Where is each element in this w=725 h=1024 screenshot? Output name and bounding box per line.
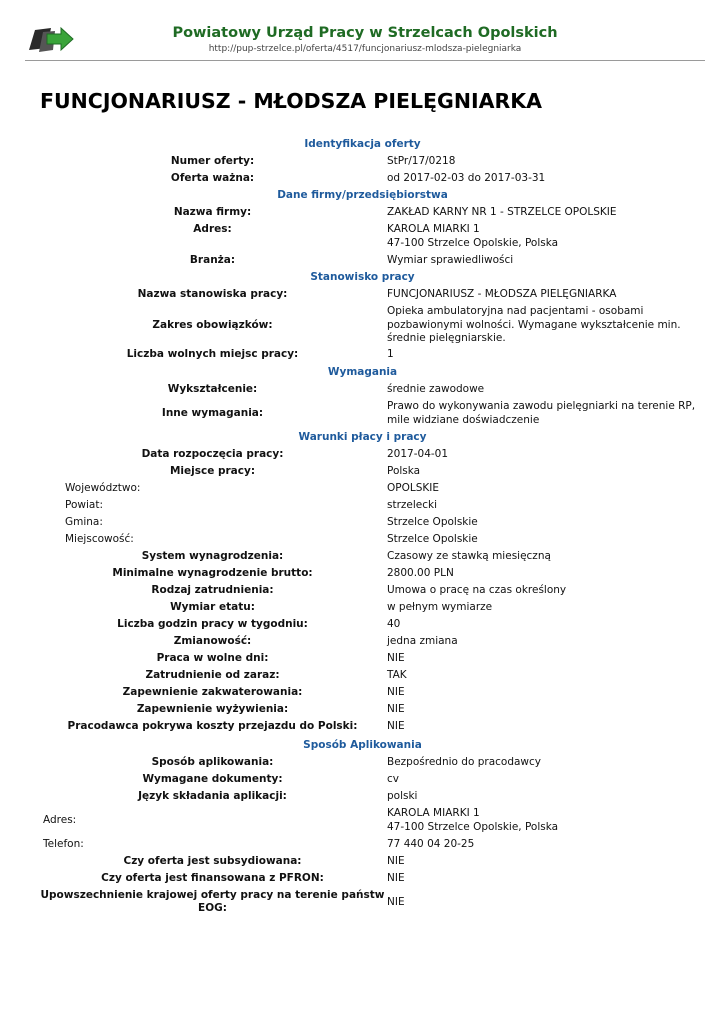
field-label: Minimalne wynagrodzenie brutto:	[112, 567, 313, 580]
field-value	[387, 686, 697, 700]
field-value-line: polski	[387, 790, 418, 802]
field-value-line: 77 440 04 20-25	[387, 838, 475, 850]
field-value-line: Czasowy ze stawką miesięczną	[387, 550, 551, 562]
site-title: Powiatowy Urząd Pracy w Strzelcach Opolskich	[172, 25, 558, 41]
field-label: Zmianowość:	[173, 635, 252, 648]
field-value-line: jedna zmiana	[387, 635, 458, 647]
field-value-line: pozbawionymi wolności. Wymagane wykształcenie min.	[387, 318, 681, 331]
field-value-line: od 2017-02-03 do 2017-03-31	[387, 172, 546, 184]
field-value	[387, 448, 697, 462]
field-label: Data rozpoczęcia pracy:	[141, 448, 284, 461]
field-label: Inne wymagania:	[161, 407, 264, 419]
field-value-line: Prawo do wykonywania zawodu pielęgniarki na terenie RP,	[387, 400, 696, 412]
field-value-line: Wymiar sprawiedliwości	[387, 254, 514, 266]
field-label: Oferta ważna:	[170, 172, 255, 185]
field-value	[387, 790, 697, 804]
field-value-line: Strzelce Opolskie	[387, 516, 478, 528]
field-value-line: NIE	[387, 896, 405, 908]
field-value	[387, 348, 697, 362]
field-label: Czy oferta jest subsydiowana:	[123, 855, 302, 868]
field-value	[387, 896, 697, 910]
field-value	[387, 756, 697, 770]
field-label: Pracodawca pokrywa koszty przejazdu do Polski:	[67, 720, 358, 733]
field-value-line: 1	[387, 348, 394, 360]
field-value-line: Polska	[387, 465, 421, 477]
field-value	[387, 305, 697, 346]
field-label: Rodzaj zatrudnienia:	[151, 584, 274, 597]
field-value	[387, 584, 697, 598]
field-value	[387, 872, 697, 886]
section-heading: Warunki płacy i pracy	[298, 431, 427, 443]
site-url[interactable]: http://pup-strzelce.pl/oferta/4517/funcjonariusz-mlodsza-pielegniarka	[208, 44, 522, 54]
field-value-line: 47-100 Strzelce Opolskie, Polska	[387, 236, 559, 249]
section-heading: Identyfikacja oferty	[304, 138, 421, 150]
field-value-line: TAK	[387, 669, 407, 681]
field-value-line: NIE	[387, 686, 405, 698]
field-value	[387, 206, 697, 220]
field-value-line: 2800.00 PLN	[387, 567, 454, 579]
field-value-line: cv	[387, 773, 399, 785]
field-value-line: ZAKŁAD KARNY NR 1 - STRZELCE OPOLSKIE	[387, 206, 617, 218]
field-value-line: w pełnym wymiarze	[387, 601, 493, 613]
field-value-line: NIE	[387, 652, 405, 664]
field-label: Zatrudnienie od zaraz:	[145, 669, 280, 682]
field-value	[387, 720, 697, 734]
field-value-line: OPOLSKIE	[387, 482, 439, 494]
field-value	[387, 254, 697, 268]
field-label: Upowszechnienie krajowej oferty pracy na terenie państw EOG:	[40, 889, 385, 914]
section-heading: Sposób Aplikowania	[303, 739, 422, 751]
field-value	[387, 400, 697, 427]
field-value-line: FUNCJONARIUSZ - MŁODSZA PIELĘGNIARKA	[387, 288, 617, 300]
field-label: System wynagrodzenia:	[141, 550, 284, 563]
field-label: Sposób aplikowania:	[151, 756, 274, 769]
field-value	[387, 482, 697, 496]
field-label: Adres:	[193, 223, 232, 235]
field-value	[387, 773, 697, 787]
field-label: Praca w wolne dni:	[156, 652, 269, 665]
field-value-line: średnie pielęgniarskie.	[387, 332, 506, 344]
field-value-line: NIE	[387, 855, 405, 867]
field-value-line: średnie zawodowe	[387, 383, 485, 395]
field-label: Zapewnienie zakwaterowania:	[122, 686, 303, 699]
field-value-line: Umowa o pracę na czas określony	[387, 584, 567, 596]
field-value	[387, 703, 697, 717]
field-value-line: NIE	[387, 872, 405, 884]
field-label: Czy oferta jest finansowana z PFRON:	[101, 872, 324, 885]
field-value	[387, 601, 697, 615]
header-divider	[25, 60, 705, 61]
field-value	[387, 465, 697, 479]
field-value	[387, 635, 697, 649]
field-label: Województwo:	[65, 482, 141, 495]
field-value-line: NIE	[387, 720, 405, 732]
field-label: Zakres obowiązków:	[152, 318, 273, 331]
field-label: Wykształcenie:	[167, 383, 258, 396]
field-label: Liczba godzin pracy w tygodniu:	[117, 618, 308, 631]
section-heading: Stanowisko pracy	[310, 271, 415, 283]
field-value	[387, 618, 697, 632]
field-value-line: 40	[387, 618, 401, 630]
field-value-line: Bezpośrednio do pracodawcy	[387, 756, 541, 768]
field-value-line: KAROLA MIARKI 1	[387, 223, 480, 235]
field-value-line: KAROLA MIARKI 1	[387, 807, 480, 819]
field-value	[387, 223, 697, 250]
field-value	[387, 838, 697, 852]
field-label: Miejscowość:	[65, 533, 134, 546]
field-label: Nazwa stanowiska pracy:	[137, 288, 288, 301]
field-value	[387, 567, 697, 581]
section-heading: Wymagania	[327, 366, 398, 378]
field-value	[387, 550, 697, 564]
field-label: Zapewnienie wyżywienia:	[136, 703, 289, 716]
field-value-line: StPr/17/0218	[387, 155, 456, 167]
field-label: Gmina:	[65, 516, 103, 529]
field-label: Numer oferty:	[170, 155, 255, 168]
field-value	[387, 516, 697, 530]
field-label: Telefon:	[43, 838, 84, 851]
field-value-line: 47-100 Strzelce Opolskie, Polska	[387, 820, 559, 833]
field-value	[387, 383, 697, 397]
field-label: Powiat:	[65, 499, 103, 512]
field-label: Adres:	[43, 814, 77, 826]
field-label: Wymiar etatu:	[170, 601, 255, 614]
field-value	[387, 652, 697, 666]
field-value	[387, 499, 697, 513]
section-heading: Dane firmy/przedsiębiorstwa	[277, 189, 448, 201]
field-value-line: mile widziane doświadczenie	[387, 413, 540, 426]
page-title: FUNCJONARIUSZ - MŁODSZA PIELĘGNIARKA	[40, 89, 543, 113]
field-value	[387, 533, 697, 547]
field-label: Branża:	[189, 254, 236, 267]
field-label: Nazwa firmy:	[173, 206, 252, 219]
field-label: Liczba wolnych miejsc pracy:	[126, 348, 299, 361]
field-label: Miejsce pracy:	[169, 465, 256, 478]
field-value-line: Strzelce Opolskie	[387, 533, 478, 545]
field-label: Wymagane dokumenty:	[142, 773, 283, 786]
field-value	[387, 669, 697, 683]
field-value	[387, 155, 697, 169]
site-header	[25, 18, 705, 58]
field-value	[387, 807, 697, 834]
field-value	[387, 855, 697, 869]
field-value	[387, 172, 697, 186]
field-value-line: 2017-04-01	[387, 448, 449, 460]
field-label: Język składania aplikacji:	[138, 790, 287, 803]
field-value-line: NIE	[387, 703, 405, 715]
field-value-line: strzelecki	[387, 499, 438, 511]
field-value	[387, 288, 697, 302]
field-value-line: Opieka ambulatoryjna nad pacjentami - osobami	[387, 305, 644, 317]
